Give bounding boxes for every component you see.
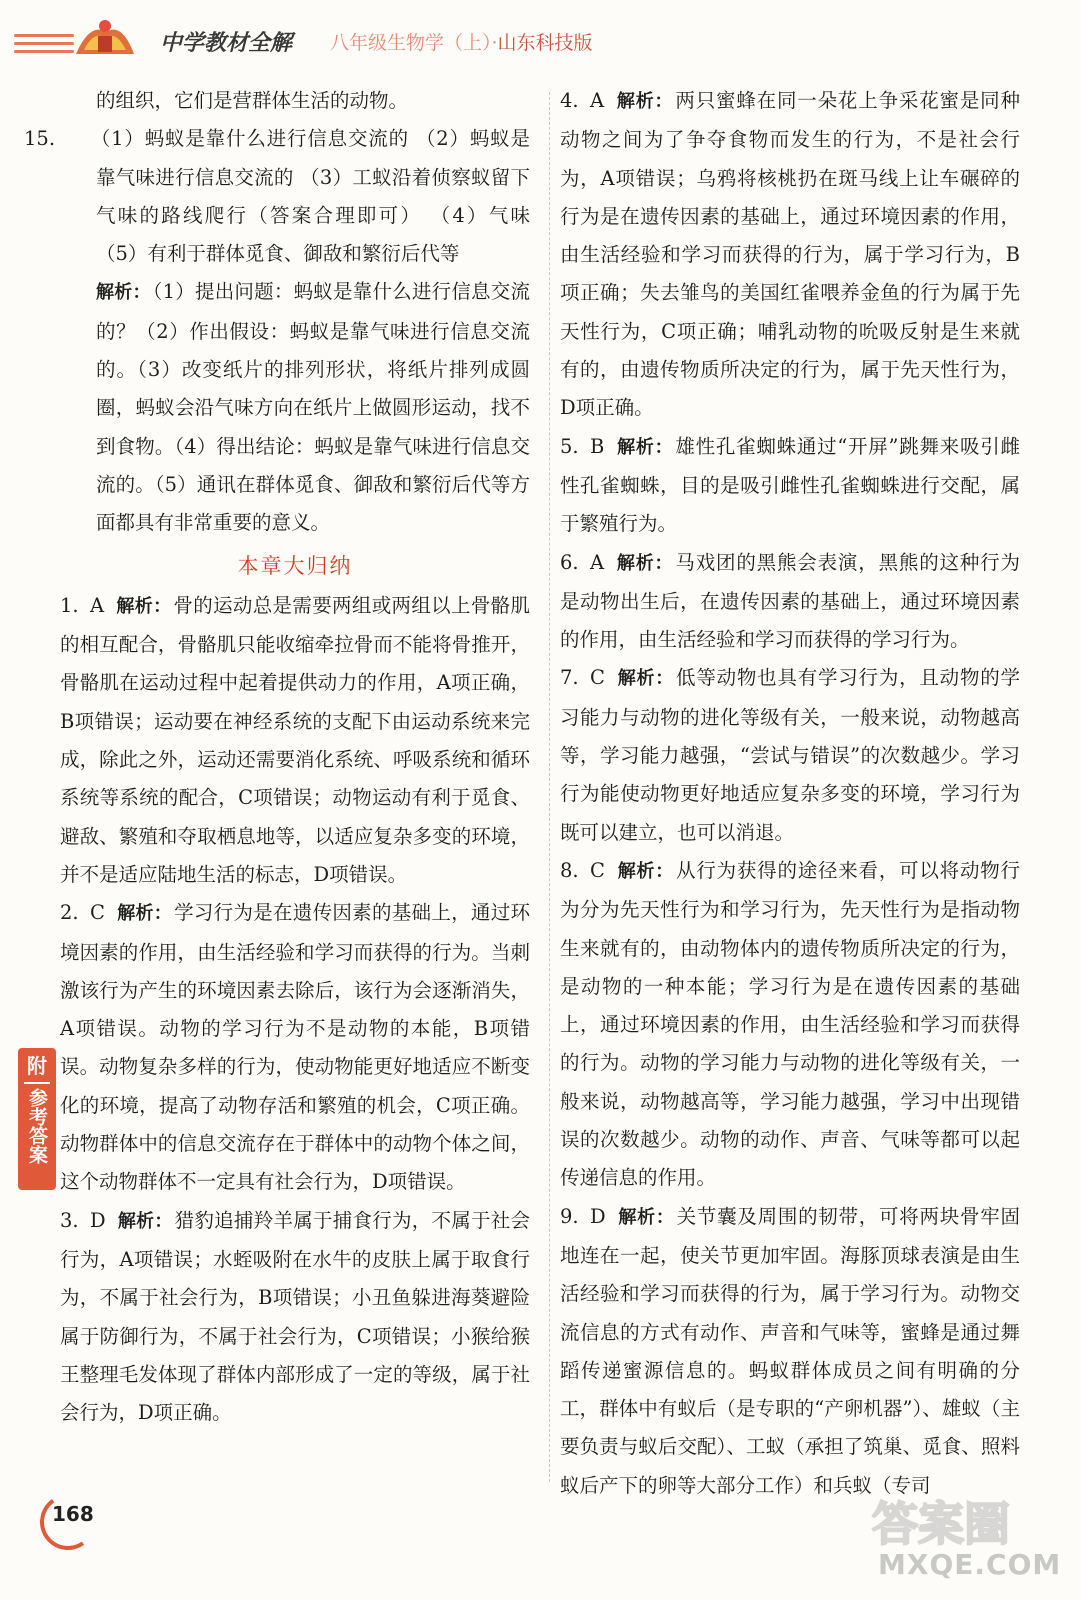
watermark-url: MXQE.COM [878, 1548, 1062, 1581]
header-decoration [14, 34, 74, 58]
answer-choice: C [90, 901, 105, 925]
question-number: 7. [560, 666, 579, 690]
question-item [60, 587, 530, 894]
answer-choice: D [90, 1208, 106, 1232]
appendix-tab-label: 参考答案 [26, 1088, 48, 1164]
book-logo-icon [70, 14, 140, 66]
question-item [560, 428, 1020, 544]
analysis-text: 两只蜜蜂在同一朵花上争采花蜜是同种动物之间为了争夺食物而发生的行为，不是社会行为，A项错误；乌鸦将核桃扔在斑马线上让车碾碎的行为是在遗传因素的基础上，通过环境因素的作用，由生活经验和学习而获得的行为，属于学习行为，B项正确；失去雏鸟的美国红雀喂养金鱼的行为属于先天性行为，C项正确；哺乳动物的吮吸反射是生来就有的，由遗传物质所决定的行为，属于先天性行为，D项正确。 [560, 89, 1020, 420]
analysis-label: 解析： [616, 436, 674, 458]
analysis-label: 解析： [116, 595, 172, 617]
question-15 [24, 120, 530, 542]
question-number: 3. [60, 1208, 79, 1232]
publisher-name: 山东科技版 [497, 32, 593, 54]
page-header [0, 0, 1081, 78]
analysis-label: 解析： [616, 860, 675, 882]
analysis-label: 解析： [96, 282, 151, 304]
question-number: 2. [60, 901, 79, 925]
analysis-label: 解析： [617, 1206, 675, 1228]
column-divider [549, 92, 550, 1482]
book-subtitle [330, 28, 593, 55]
answer-choice: D [590, 1204, 606, 1228]
question-item [560, 659, 1020, 851]
answer-choice: A [90, 593, 105, 617]
analysis-label: 解析： [116, 903, 173, 925]
section-title: 本章大归纳 [237, 553, 353, 578]
left-question-list [60, 587, 530, 1433]
question-number: 15. [24, 127, 56, 151]
intro-text: 的组织，它们是营群体生活的动物。 [96, 89, 409, 112]
answer-choice: A [590, 550, 605, 574]
analysis-text: 猎豹追捕羚羊属于捕食行为，不属于社会行为，A项错误；水蛭吸附在水牛的皮肤上属于取食行为，不属于社会行为，B项错误；小丑鱼躲进海葵避险属于防御行为，不属于社会行为，C项错误；小猴给猴王整理毛发体现了群体内部形成了一定的等级，属于社会行为，D项正确。 [60, 1208, 530, 1425]
question-number: 9. [560, 1204, 579, 1228]
answer-choice: A [590, 89, 605, 112]
question-item [560, 852, 1020, 1198]
analysis-text: 雄性孔雀蜘蛛通过“开屏”跳舞来吸引雌性孔雀蜘蛛，目的是吸引雌性孔雀蜘蛛进行交配，属于繁殖行为。 [560, 434, 1020, 536]
watermark-title: 答案圈 [872, 1497, 1010, 1551]
analysis-label: 解析： [616, 91, 674, 112]
analysis-text: 马戏团的黑熊会表演，黑熊的这种行为是动物出生后，在遗传因素的基础上，通过环境因素的作用，由生活经验和学习而获得的学习行为。 [560, 550, 1020, 652]
question-number: 8. [560, 858, 579, 882]
answer-choice: C [590, 858, 605, 882]
appendix-tab-top: 附 [27, 1054, 47, 1078]
question-number: 5. [560, 434, 579, 458]
right-column [560, 82, 1020, 1505]
analysis-text: 从行为获得的途径来看，可以将动物行为分为先天性行为和学习行为，先天性行为是指动物生来就有的，由动物体内的遗传物质所决定的行为，是动物的一种本能；学习行为是在遗传因素的基础上，通过环境因素的作用，由生活经验和学习而获得的行为。动物的学习能力与动物的进化等级有关，一般来说，动物越高等，学习能力越强，学习中出现错误的次数越少。动物的动作、声音、气味等都可以起传递信息的作用。 [560, 858, 1020, 1190]
answer-text: （1）蚂蚁是靠什么进行信息交流的 （2）蚂蚁是靠气味进行信息交流的 （3）工蚁沿着侦察蚁留下气味的路线爬行（答案合理即可） （4）气味 （5）有利于群体觅食、御敌和繁衍后代等 [90, 127, 530, 266]
question-item [60, 1202, 530, 1433]
question-number: 6. [560, 550, 579, 574]
analysis-text: 学习行为是在遗传因素的基础上，通过环境因素的作用，由生活经验和学习而获得的行为。当刺激该行为产生的环境因素去除后，该行为会逐渐消失，A项错误。动物的学习行为不是动物的本能，B项错误。动物复杂多样的行为，使动物能更好地适应不断变化的环境，提高了动物存活和繁殖的机会，C项正确。动物群体中的信息交流存在于群体中的动物个体之间，这个动物群体不一定具有社会行为，D项错误。 [60, 901, 530, 1194]
question-item [560, 1198, 1020, 1505]
analysis-label: 解析： [616, 552, 674, 574]
analysis-text: （1）提出问题：蚂蚁是靠什么进行信息交流的？（2）作出假设：蚂蚁是靠气味进行信息交流的。（3）改变纸片的排列形状，将纸片排列成圆圈，蚂蚁会沿气味方向在纸片上做圆形运动，找不到食物。（4）得出结论：蚂蚁是靠气味进行信息交流的。（5）通讯在群体觅食、御敌和繁衍后代等方面都具有非常重要的意义。 [96, 280, 530, 535]
question-item [60, 894, 530, 1201]
book-title: 中学教材全解 [160, 31, 293, 56]
right-question-list [560, 82, 1020, 1505]
question-item [560, 82, 1020, 428]
question-item [560, 544, 1020, 660]
appendix-tab [18, 1048, 56, 1190]
answer-choice: C [590, 666, 605, 690]
page-number: 168 [52, 1502, 94, 1526]
question-number: 1. [60, 593, 79, 617]
analysis-text: 骨的运动总是需要两组或两组以上骨骼肌的相互配合，骨骼肌只能收缩牵拉骨而不能将骨推开，骨骼肌在运动过程中起着提供动力的作用，A项正确，B项错误；运动要在神经系统的支配下由运动系统来完成，除此之外，运动还需要消化系统、呼吸系统和循环系统等系统的配合，C项错误；动物运动有利于觅食、避敌、繁殖和夺取栖息地等，以适应复杂多变的环境，并不是适应陆地生活的标志，D项错误。 [60, 593, 530, 886]
analysis-label: 解析： [117, 1210, 173, 1232]
analysis-text: 低等动物也具有学习行为，且动物的学习能力与动物的进化等级有关，一般来说，动物越高等，学习能力越强，“尝试与错误”的次数越少。学习行为能使动物更好地适应复杂多变的环境，学习行为既可以建立，也可以消退。 [560, 666, 1020, 844]
answer-choice: B [590, 434, 605, 458]
analysis-label: 解析： [616, 668, 675, 690]
question-number: 4. [560, 89, 579, 112]
grade-subject: 八年级生物学（上）· [330, 32, 498, 54]
analysis-text: 关节囊及周围的韧带，可将两块骨牢固地连在一起，使关节更加牢固。海豚顶球表演是由生活经验和学习而获得的行为，属于学习行为。动物交流信息的方式有动作、声音和气味等，蜜蜂是通过舞蹈传递蜜源信息的。蚂蚁群体成员之间有明确的分工，群体中有蚁后（是专职的“产卵机器”）、雄蚁（主要负责与蚁后交配）、工蚁（承担了筑巢、觅食、照料蚁后产下的卵等大部分工作）和兵蚁（专司 [560, 1204, 1020, 1497]
